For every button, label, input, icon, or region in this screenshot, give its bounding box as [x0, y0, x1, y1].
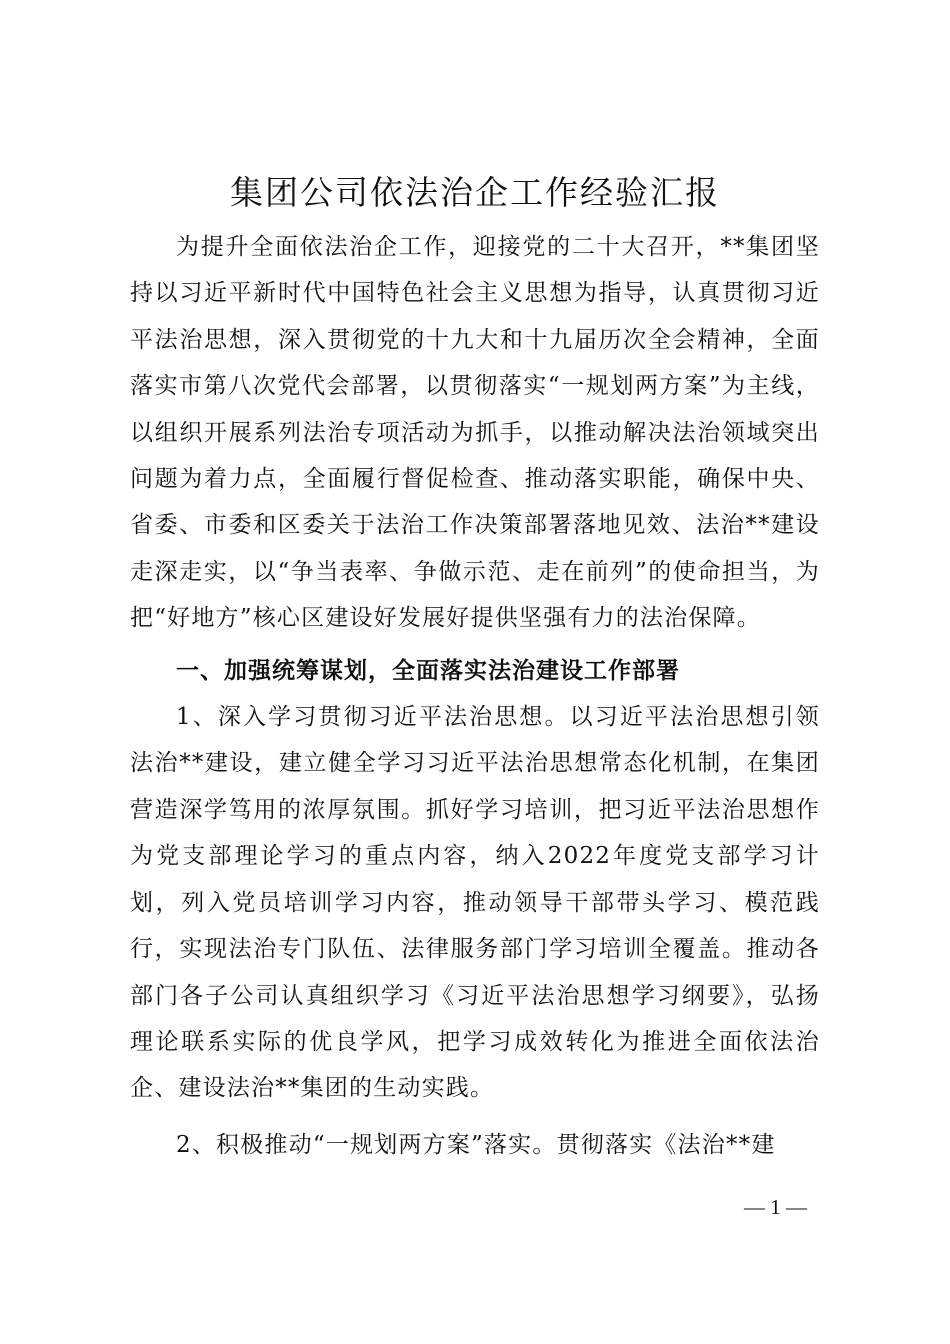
item-paragraph-1: 1、深入学习贯彻习近平法治思想。以习近平法治思想引领法治**建设，建立健全学习习近平法治思想常态化机制，在集团营造深学笃用的浓厚氛围。抓好学习培训，把习近平法治思想作为党支部理论学习的重点内容，纳入2022年度党支部学习计划，列入党员培训学习内容，推动领导干部带头学习、模范践行，实现法治专门队伍、法律服务部门学习培训全覆盖。推动各部门各子公司认真组织学习《习近平法治思想学习纲要》，弘扬理论联系实际的优良学风，把学习成效转化为推进全面依法治企、建设法治**集团的生动实践。	[130, 704, 820, 1102]
page-number: — 1 —	[744, 1195, 807, 1219]
intro-paragraph: 为提升全面依法治企工作，迎接党的二十大召开，**集团坚持以习近平新时代中国特色社会主义思想为指导，认真贯彻习近平法治思想，深入贯彻党的十九大和十九届历次全会精神，全面落实市第八次党代会部署，以贯彻落实“一规划两方案”为主线，以组织开展系列法治专项活动为抓手，以推动解决法治领域突出问题为着力点，全面履行督促检查、推动落实职能，确保中央、省委、市委和区委关于法治工作决策部署落地见效、法治**建设走深走实，以“争当表率、争做示范、走在前列”的使命担当，为把“好地方”核心区建设好发展好提供坚强有力的法治保障。	[130, 234, 820, 632]
section-heading-1: 一、加强统筹谋划，全面落实法治建设工作部署	[176, 657, 680, 684]
document-body	[130, 224, 820, 1168]
item-paragraph-2: 2、积极推动“一规划两方案”落实。贯彻落实《法治**建	[176, 1131, 776, 1158]
document-title: 集团公司依法治企工作经验汇报	[230, 173, 720, 212]
